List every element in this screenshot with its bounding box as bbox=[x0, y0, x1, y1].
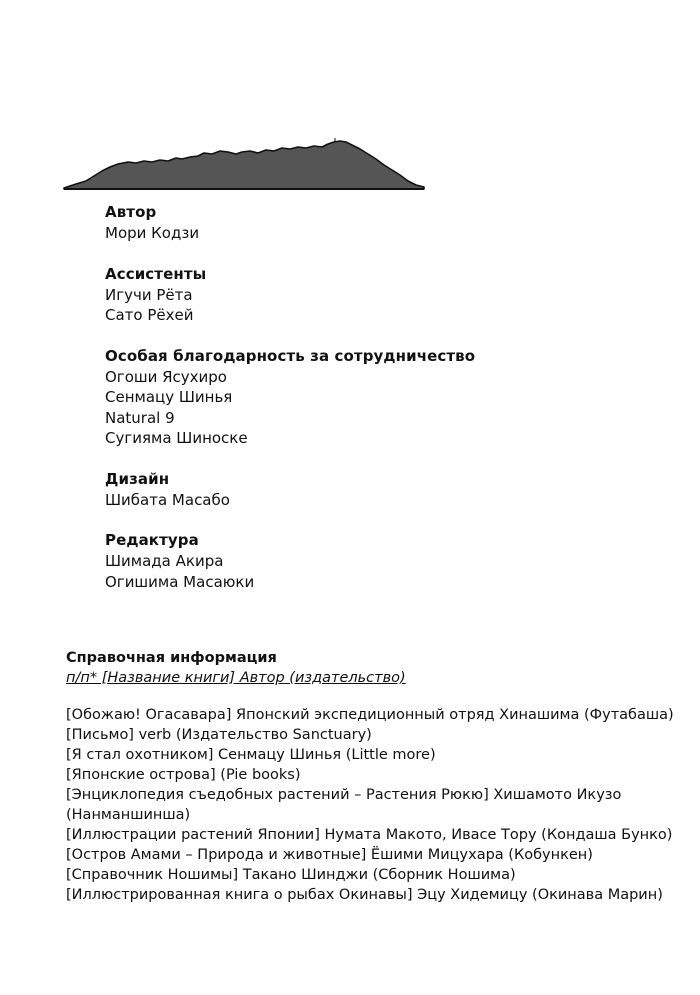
reference-item: [Обожаю! Огасавара] Японский экспедиционный отряд Хинашима (Футабаша) bbox=[66, 707, 674, 723]
reference-item: [Энциклопедия съедобных растений – Растения Рюкю] Хишамото Икузо (Нанманшинша) bbox=[66, 787, 622, 823]
credit-title: Редактура bbox=[105, 531, 199, 549]
reference-item: [Иллюстрации растений Японии] Нумата Макото, Ивасе Тору (Кондаша Бунко) bbox=[66, 827, 673, 843]
credit-name: Мори Кодзи bbox=[105, 224, 200, 242]
credit-section-author bbox=[105, 202, 625, 244]
reference-item: [Я стал охотником] Сенмацу Шинья (Little more) bbox=[66, 747, 436, 763]
credit-section-thanks bbox=[105, 346, 625, 449]
credit-name: Огишима Масаюки bbox=[105, 572, 255, 591]
credit-title: Дизайн bbox=[105, 469, 170, 488]
credit-name: Сато Рёхей bbox=[105, 306, 194, 324]
reference-item: [Справочник Ношимы] Такано Шинджи (Сборник Ношима) bbox=[66, 867, 516, 883]
credit-name: Шимада Акира bbox=[105, 552, 224, 570]
credit-section-assistants bbox=[105, 264, 625, 326]
credit-name: Шибата Масабо bbox=[105, 490, 230, 509]
credits-list bbox=[105, 202, 625, 612]
credit-title: Ассистенты bbox=[105, 264, 207, 283]
credit-section-design bbox=[105, 469, 625, 511]
credit-name: Сугияма Шиноске bbox=[105, 429, 248, 447]
mountain-silhouette-icon bbox=[62, 138, 426, 192]
credit-title: Особая благодарность за сотрудничество bbox=[105, 346, 476, 365]
reference-item: [Остров Амами – Природа и животные] Ёшими Мицухара (Кобункен) bbox=[66, 847, 593, 863]
credit-name: Сенмацу Шинья bbox=[105, 388, 233, 406]
credit-title: Автор bbox=[105, 203, 157, 221]
reference-item: [Письмо] verb (Издательство Sanctuary) bbox=[66, 727, 372, 743]
credit-name: Natural 9 bbox=[105, 408, 175, 427]
credit-name: Огоши Ясухиро bbox=[105, 367, 227, 386]
credit-section-editing bbox=[105, 530, 625, 592]
reference-item: [Иллюстрированная книга о рыбах Окинавы] Эцу Хидемицу (Окинава Марин) bbox=[66, 887, 663, 903]
reference-format-line: п/п* [Название книги] Автор (издательство) bbox=[66, 670, 406, 686]
reference-section bbox=[66, 648, 676, 905]
reference-item: [Японские острова] (Pie books) bbox=[66, 767, 301, 783]
credit-name: Игучи Рёта bbox=[105, 285, 193, 304]
reference-title: Справочная информация bbox=[66, 650, 277, 666]
